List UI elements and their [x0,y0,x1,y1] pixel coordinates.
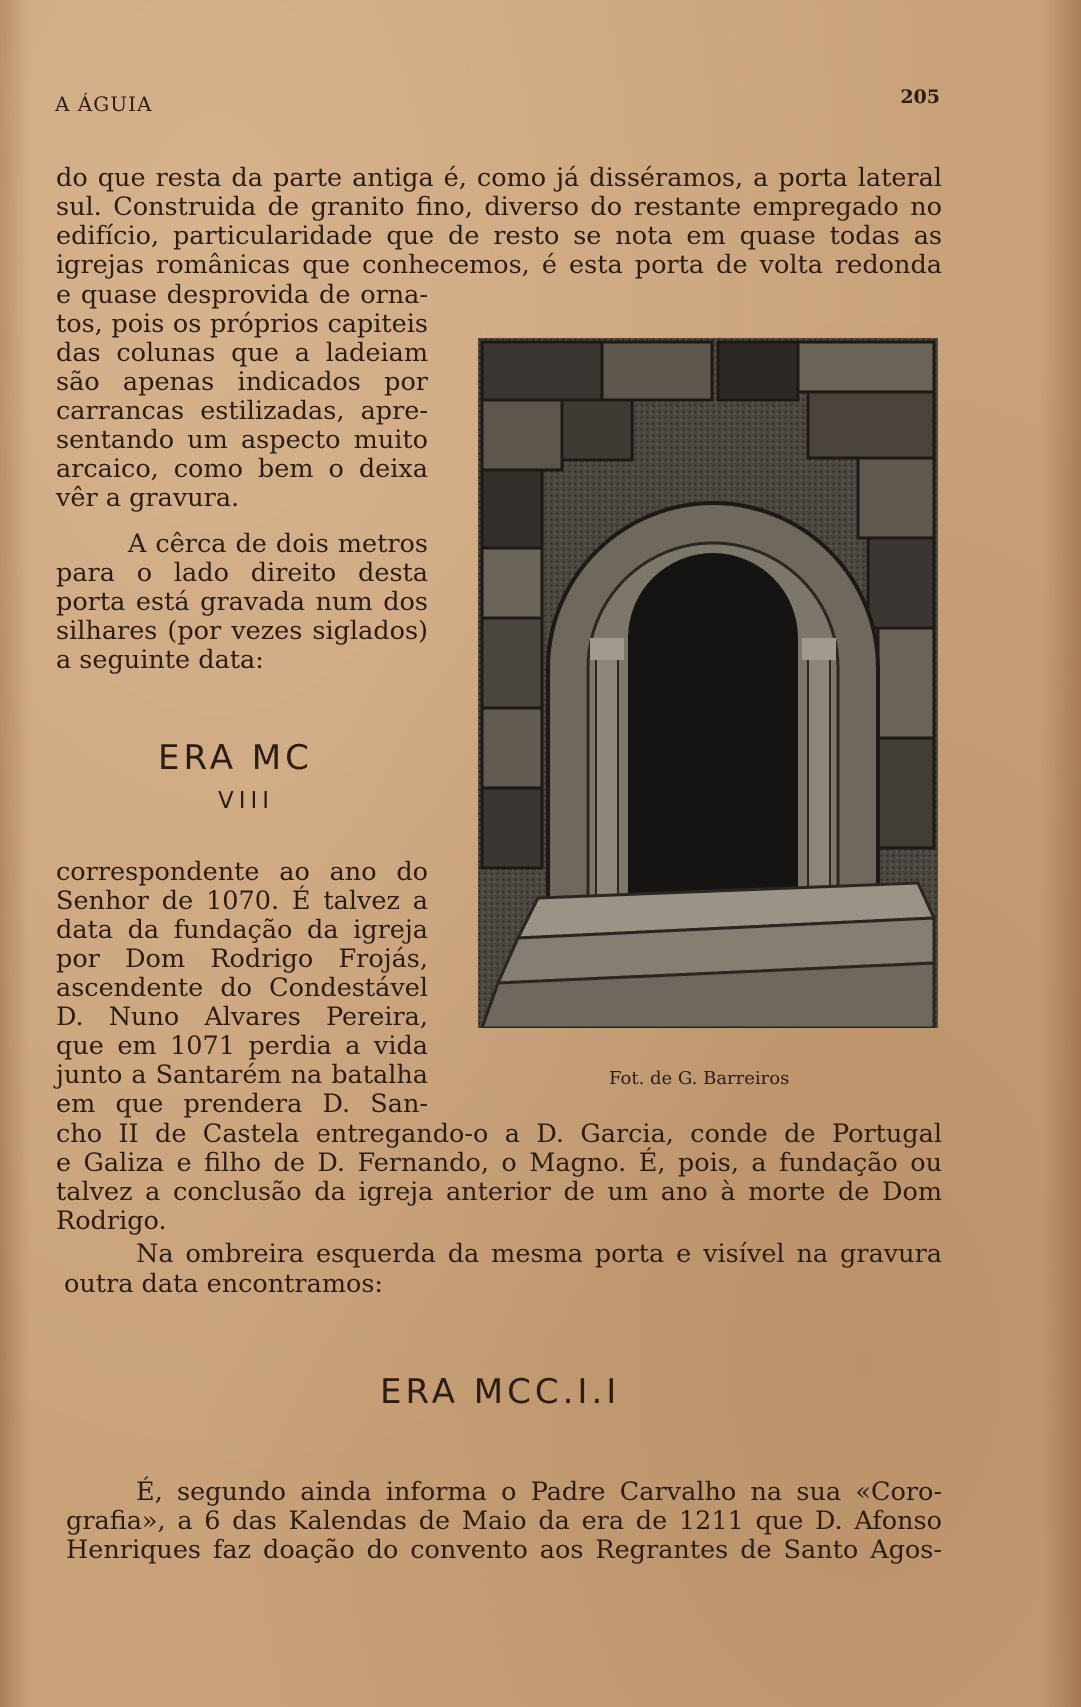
text-line: sentando um aspecto muito [56,425,428,455]
text-line: silhares (por vezes siglados) [56,616,428,646]
right-capital [802,638,836,660]
inscription-era-mc-viii: VIII [218,788,275,814]
text-line: do que resta da parte antiga é, como já disséramos, a porta lateral [56,163,942,193]
text-line: Senhor de 1070. É talvez a [56,886,428,916]
text-line: junto a Santarém na batalha [56,1060,428,1090]
left-column [596,658,618,898]
stone-steps [482,883,934,1028]
text-line: grafia», a 6 das Kalendas de Maio da era de 1211 que D. Afonso [66,1506,942,1536]
doorway-opening [628,553,798,898]
text-line: e quase desprovida de orna- [56,280,428,310]
text-line: que em 1071 perdia a vida [56,1031,428,1061]
running-head: A ÁGUIA [55,92,153,116]
text-line: igrejas românicas que conhecemos, é esta porta de volta redonda [56,250,942,280]
text-line: data da fundação da igreja [56,915,428,945]
text-line: edifício, particularidade que de resto se nota em quase todas as [56,221,942,251]
text-line: cho II de Castela entregando-o a D. Garcia, conde de Portugal [56,1119,942,1149]
text-line: são apenas indicados por [56,367,428,397]
text-line: É, segundo ainda informa o Padre Carvalho na sua «Coro- [136,1477,942,1507]
photo-caption: Fot. de G. Barreiros [609,1068,790,1089]
text-line: Na ombreira esquerda da mesma porta e visível na gravura [136,1239,942,1269]
inscription-era-mcc: ERA MCC.I.I [380,1372,621,1412]
text-line: Henriques faz doação do convento aos Regrantes de Santo Agos- [66,1535,942,1565]
text-line: vêr a gravura. [56,483,240,513]
text-line: carrancas estilizadas, apre- [56,396,428,426]
text-line: a seguinte data: [56,645,264,675]
inscription-era-mc: ERA MC [158,738,313,778]
text-line: D. Nuno Alvares Pereira, [56,1002,428,1032]
text-line: arcaico, como bem o deixa [56,454,428,484]
doorway-photograph [478,338,938,1028]
text-line: correspondente ao ano do [56,857,428,887]
text-line: Rodrigo. [56,1206,167,1236]
left-capital [590,638,624,660]
text-line: outra data encontramos: [64,1269,384,1299]
text-line: das colunas que a ladeiam [56,338,428,368]
text-line: por Dom Rodrigo Frojás, [56,944,428,974]
page-header [55,86,940,122]
text-line: porta está gravada num dos [56,587,428,617]
text-line: talvez a conclusão da igreja anterior de um ano à morte de Dom [56,1177,942,1207]
text-line: tos, pois os próprios capiteis [56,309,428,339]
right-column [808,658,830,898]
text-line: ascendente do Condestável [56,973,428,1003]
text-line: e Galiza e filho de D. Fernando, o Magno. É, pois, a fundação ou [56,1148,942,1178]
text-line: sul. Construida de granito fino, diverso do restante empregado no [56,192,942,222]
text-line: A cêrca de dois metros [128,529,428,559]
page-number: 205 [900,86,940,108]
text-line: em que prendera D. San- [56,1089,428,1119]
text-line: para o lado direito desta [56,558,428,588]
